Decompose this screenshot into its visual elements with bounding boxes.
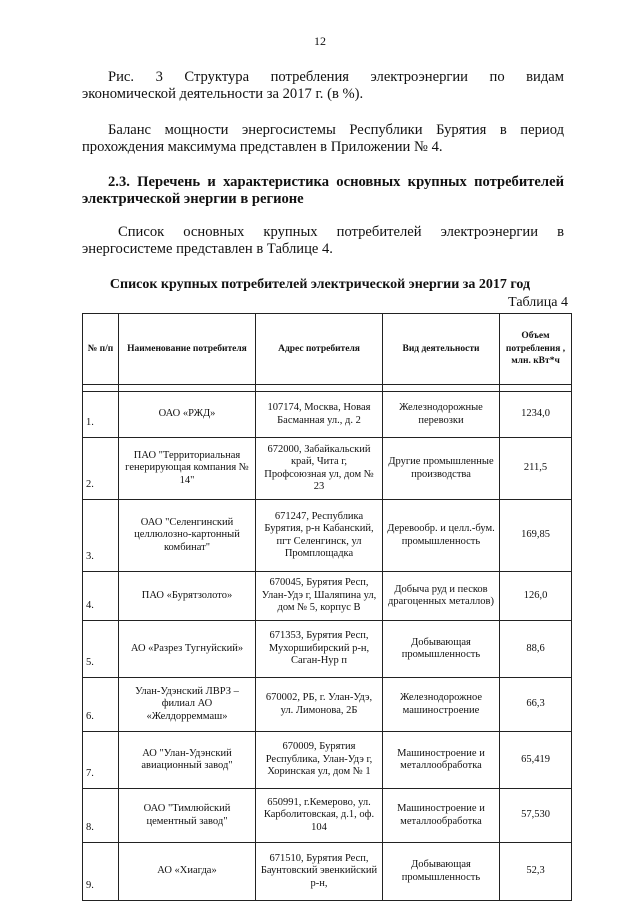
page-number: 12: [314, 34, 326, 48]
row-num: 7.: [83, 732, 119, 789]
consumers-table: [82, 313, 572, 901]
table-row: [83, 678, 572, 732]
row-activity: Железнодорожное машиностроение: [383, 678, 500, 732]
gap-cell: [500, 385, 572, 392]
row-num: 1.: [83, 392, 119, 438]
row-num: 9.: [83, 843, 119, 901]
table-row: [83, 732, 572, 789]
figure-caption: [82, 69, 564, 103]
balance-paragraph-line-2: прохождения максимума представлен в Приложении № 4.: [82, 139, 443, 155]
table-row: [83, 621, 572, 678]
table-row: [83, 438, 572, 500]
row-name: ОАО "Тимлюйский цементный завод": [119, 789, 256, 843]
row-name: АО «Разрез Тугнуйский»: [119, 621, 256, 678]
section-heading-line-2: электрической энергии в регионе: [82, 191, 304, 207]
row-name: АО «Хиагда»: [119, 843, 256, 901]
row-volume: 66,3: [500, 678, 572, 732]
table-header-row: [83, 314, 572, 385]
row-address: 671510, Бурятия Респ, Баунтовский эвенкийский р-н,: [256, 843, 383, 901]
row-name: ПАО "Территориальная генерирующая компания № 14": [119, 438, 256, 500]
row-activity: Добывающая промышленность: [383, 843, 500, 901]
row-address: 671353, Бурятия Респ, Мухоршибирский р-н, Саган-Нур п: [256, 621, 383, 678]
row-name: АО "Улан-Удэнский авиационный завод": [119, 732, 256, 789]
row-name: ОАО «РЖД»: [119, 392, 256, 438]
row-num: 4.: [83, 572, 119, 621]
row-volume: 65,419: [500, 732, 572, 789]
row-address: 670045, Бурятия Респ, Улан-Удэ г, Шаляпина ул, дом № 5, корпус В: [256, 572, 383, 621]
row-name: ОАО "Селенгинский целлюлозно-картонный комбинат": [119, 500, 256, 572]
list-paragraph-line-1: Список основных крупных потребителей электроэнергии в: [118, 224, 564, 240]
header-name: Наименование потребителя: [119, 314, 256, 385]
row-activity: Машиностроение и металлообработка: [383, 732, 500, 789]
section-heading-line-1: 2.3. Перечень и характеристика основных крупных потребителей: [108, 174, 564, 190]
row-num: 6.: [83, 678, 119, 732]
list-paragraph: [82, 224, 564, 258]
row-name: ПАО «Бурятзолото»: [119, 572, 256, 621]
table-title: Список крупных потребителей электрической энергии за 2017 год: [109, 277, 531, 292]
balance-paragraph-line-1: Баланс мощности энергосистемы Республики Бурятия в период: [108, 122, 564, 138]
row-name: Улан-Удэнский ЛВРЗ – филиал АО «Желдорреммаш»: [119, 678, 256, 732]
row-address: 670002, РБ, г. Улан-Удэ, ул. Лимонова, 2Б: [256, 678, 383, 732]
gap-cell: [256, 385, 383, 392]
table-number: Таблица 4: [508, 295, 568, 310]
row-address: 107174, Москва, Новая Басманная ул., д. 2: [256, 392, 383, 438]
row-num: 2.: [83, 438, 119, 500]
balance-paragraph: [82, 122, 564, 156]
list-paragraph-line-2: энергосистеме представлен в Таблице 4.: [82, 241, 333, 257]
row-volume: 169,85: [500, 500, 572, 572]
row-activity: Машиностроение и металлообработка: [383, 789, 500, 843]
table-row: [83, 843, 572, 901]
row-activity: Другие промышленные производства: [383, 438, 500, 500]
figure-caption-line-2: экономической деятельности за 2017 г. (в %).: [82, 86, 364, 102]
row-activity: Добыча руд и песков драгоценных металлов): [383, 572, 500, 621]
header-activity: Вид деятельности: [383, 314, 500, 385]
gap-cell: [119, 385, 256, 392]
row-num: 5.: [83, 621, 119, 678]
table-row: [83, 789, 572, 843]
header-num: № п/п: [83, 314, 119, 385]
section-heading: [82, 174, 564, 208]
row-num: 3.: [83, 500, 119, 572]
row-address: 670009, Бурятия Республика, Улан-Удэ г, Хоринская ул, дом № 1: [256, 732, 383, 789]
table-row: [83, 392, 572, 438]
row-volume: 52,3: [500, 843, 572, 901]
row-activity: Деревообр. и целл.-бум. промышленность: [383, 500, 500, 572]
row-address: 672000, Забайкальский край, Чита г, Профсоюзная ул, дом № 23: [256, 438, 383, 500]
table-row: [83, 572, 572, 621]
header-address: Адрес потребителя: [256, 314, 383, 385]
table-row: [83, 500, 572, 572]
row-address: 650991, г.Кемерово, ул. Карболитовская, д.1, оф. 104: [256, 789, 383, 843]
header-gap-row: [83, 385, 572, 392]
row-address: 671247, Республика Бурятия, р-н Кабанский, пгт Селенгинск, ул Промплощадка: [256, 500, 383, 572]
row-activity: Добывающая промышленность: [383, 621, 500, 678]
row-volume: 57,530: [500, 789, 572, 843]
row-volume: 126,0: [500, 572, 572, 621]
figure-caption-line-1: Рис. 3 Структура потребления электроэнергии по видам: [108, 69, 564, 85]
gap-cell: [83, 385, 119, 392]
gap-cell: [383, 385, 500, 392]
row-volume: 211,5: [500, 438, 572, 500]
row-num: 8.: [83, 789, 119, 843]
row-volume: 1234,0: [500, 392, 572, 438]
row-volume: 88,6: [500, 621, 572, 678]
row-activity: Железнодорожные перевозки: [383, 392, 500, 438]
header-volume: Объем потребления , млн. кВт*ч: [500, 314, 572, 385]
